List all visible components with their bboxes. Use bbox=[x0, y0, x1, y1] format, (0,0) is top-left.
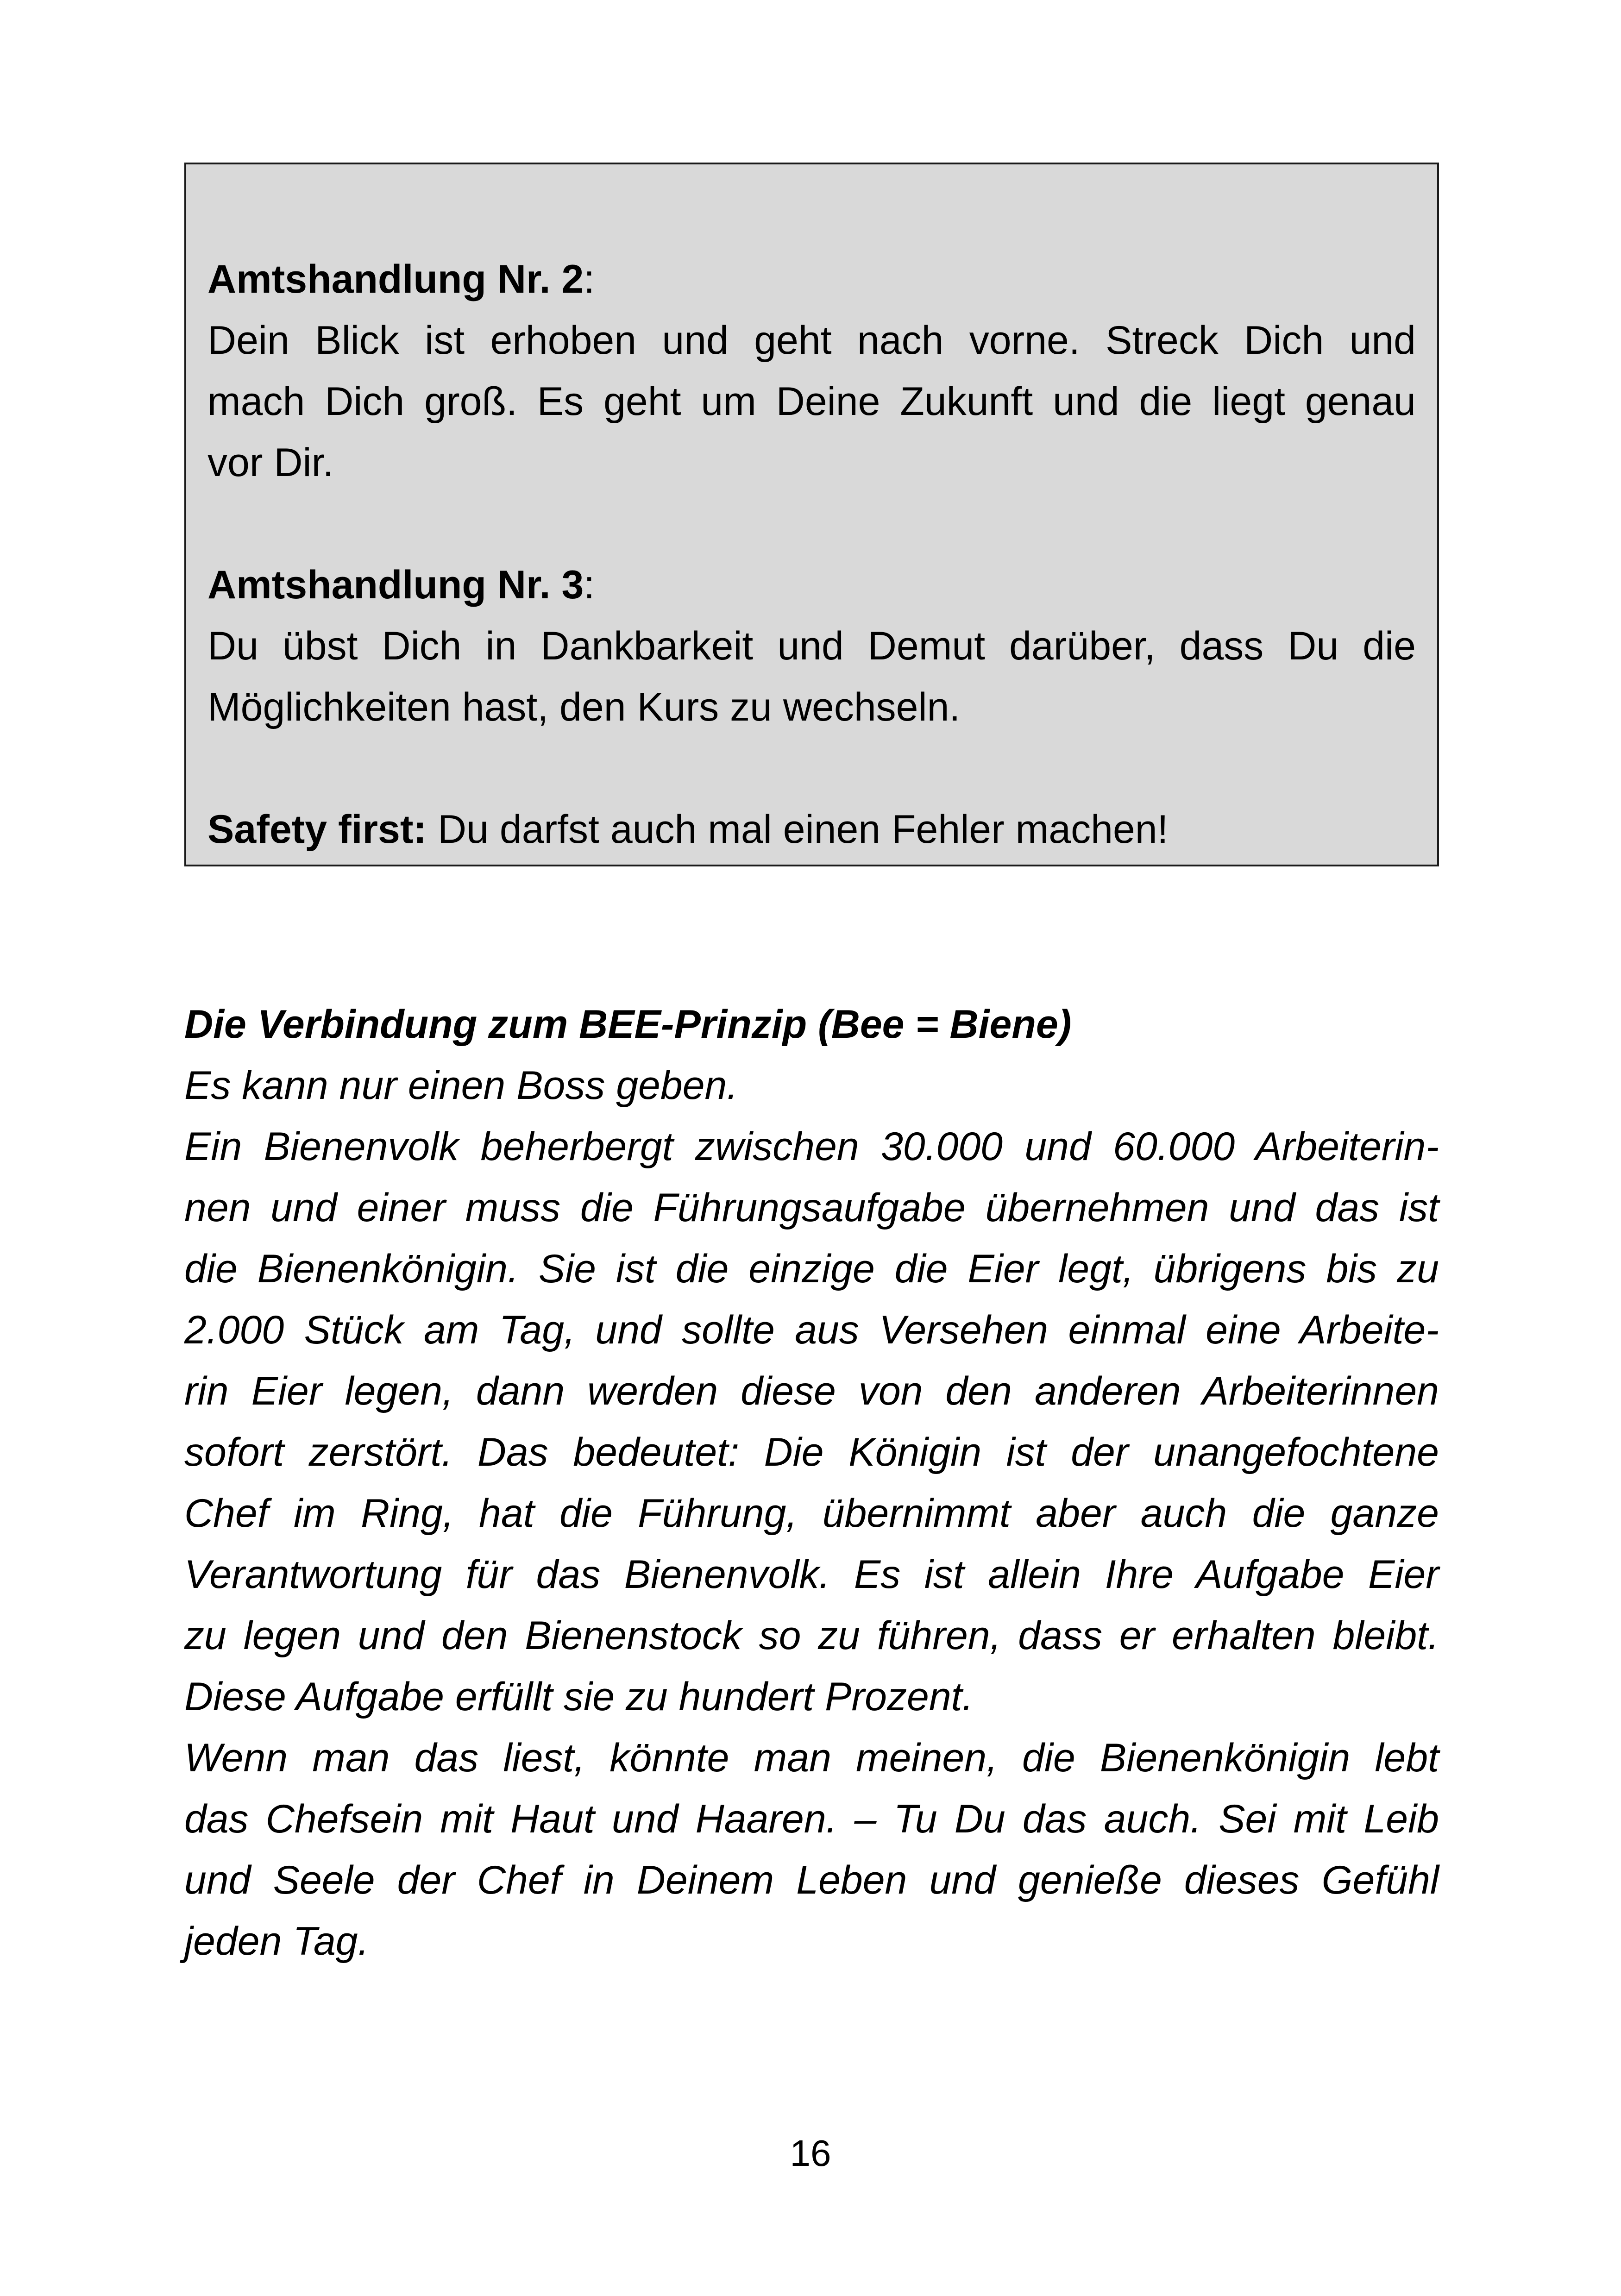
box-heading-amtshandlung-3: Amtshandlung Nr. 3 bbox=[207, 563, 584, 607]
info-box bbox=[184, 163, 1439, 866]
box-block-safety bbox=[207, 799, 1416, 860]
box-block-heading-line bbox=[207, 554, 1416, 615]
article-line: Ein Bienenvolk beherbergt zwischen 30.000 und 60.000 Arbeiterin- bbox=[184, 1124, 1439, 1169]
article-line: 2.000 Stück am Tag, und sollte aus Versehen einmal eine Arbeite- bbox=[184, 1308, 1439, 1352]
article-line: und Seele der Chef in Deinem Leben und genieße dieses Gefühl bbox=[184, 1858, 1439, 1902]
box-heading-colon: : bbox=[584, 563, 595, 607]
article-line: Es kann nur einen Boss geben. bbox=[184, 1063, 738, 1108]
box-text-line: Du übst Dich in Dankbarkeit und Demut darüber, dass Du die bbox=[207, 624, 1416, 668]
article-line: jeden Tag. bbox=[184, 1919, 369, 1964]
box-heading-colon: : bbox=[584, 257, 595, 301]
safety-line bbox=[207, 799, 1416, 860]
box-text-line: mach Dich groß. Es geht um Deine Zukunft und die liegt genau bbox=[207, 379, 1416, 424]
article-line: Wenn man das liest, könnte man meinen, die Bienenkönigin lebt bbox=[184, 1736, 1439, 1780]
box-text-line: Dein Blick ist erhoben und geht nach vorne. Streck Dich und bbox=[207, 318, 1416, 363]
box-block-heading-line bbox=[207, 249, 1416, 310]
box-text-line: Möglichkeiten hast, den Kurs zu wechseln. bbox=[207, 685, 961, 729]
box-block-amtshandlung-2 bbox=[207, 249, 1416, 493]
page-number: 16 bbox=[790, 2133, 831, 2174]
article-line: sofort zerstört. Das bedeutet: Die Königin ist der unangefochtene bbox=[184, 1430, 1439, 1474]
article-title: Die Verbindung zum BEE-Prinzip (Bee = Biene) bbox=[184, 1002, 1072, 1047]
article-line: Verantwortung für das Bienenvolk. Es ist allein Ihre Aufgabe Eier bbox=[184, 1552, 1439, 1597]
article-line: Diese Aufgabe erfüllt sie zu hundert Prozent. bbox=[184, 1675, 974, 1719]
safety-text: Du darfst auch mal einen Fehler machen! bbox=[427, 807, 1169, 852]
article-line: rin Eier legen, dann werden diese von den anderen Arbeiterinnen bbox=[184, 1369, 1439, 1413]
article-line: nen und einer muss die Führungsaufgabe übernehmen und das ist bbox=[184, 1186, 1439, 1230]
article-line: das Chefsein mit Haut und Haaren. – Tu Du das auch. Sei mit Leib bbox=[184, 1797, 1439, 1841]
safety-label: Safety first: bbox=[207, 807, 427, 852]
box-block-amtshandlung-3 bbox=[207, 554, 1416, 738]
article-section bbox=[184, 994, 1439, 1972]
box-text-line: vor Dir. bbox=[207, 440, 334, 485]
article-line: die Bienenkönigin. Sie ist die einzige die Eier legt, übrigens bis zu bbox=[184, 1247, 1439, 1291]
box-heading-amtshandlung-2: Amtshandlung Nr. 2 bbox=[207, 257, 584, 301]
article-line: zu legen und den Bienenstock so zu führen, dass er erhalten bleibt. bbox=[184, 1613, 1439, 1658]
article-line: Chef im Ring, hat die Führung, übernimmt aber auch die ganze bbox=[184, 1491, 1439, 1536]
